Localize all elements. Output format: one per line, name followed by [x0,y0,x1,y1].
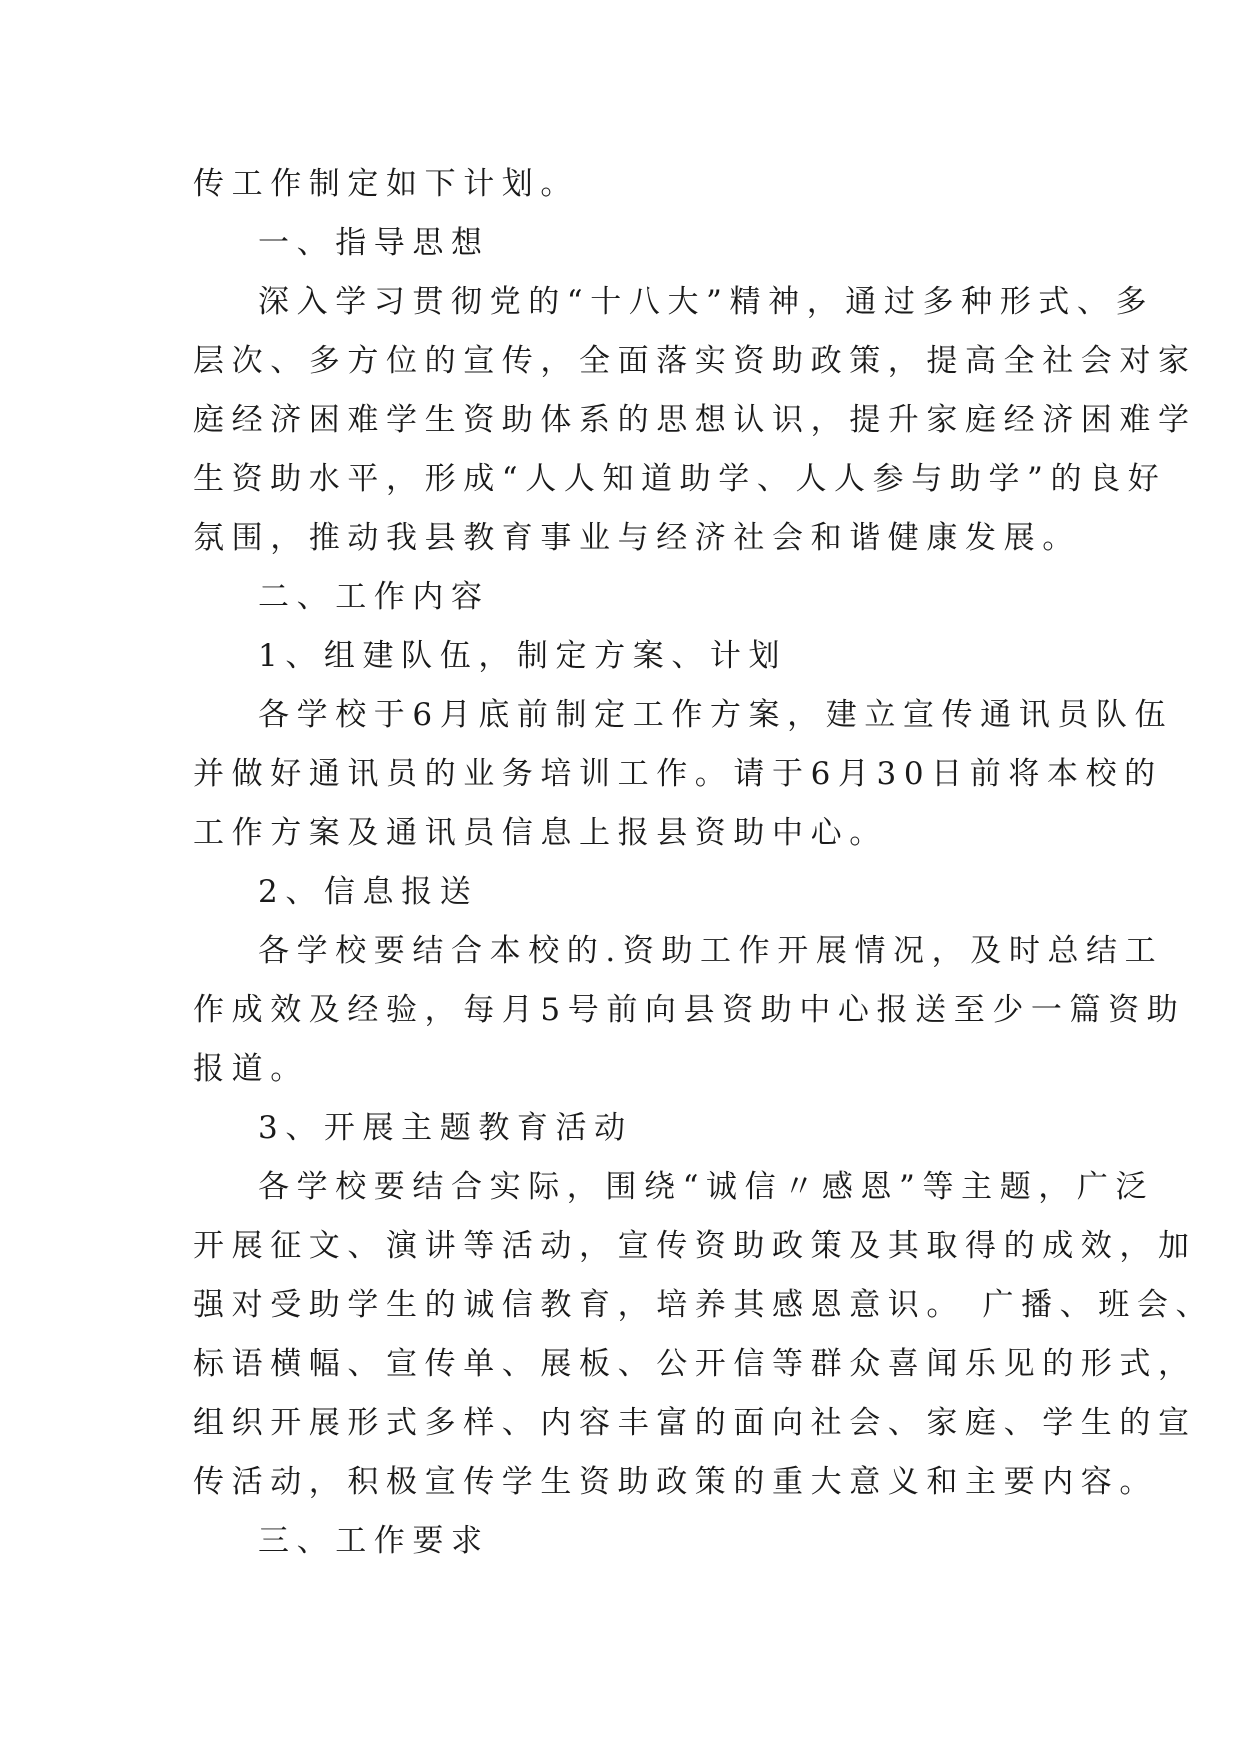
text-line-18: 各学校要结合实际，围绕“诚信〃感恩”等主题，广泛 [258,1169,1155,1205]
text-line-6: 生资助水平，形成“人人知道助学、人人参与助学”的良好 [193,461,1167,497]
text-line-10: 各学校于6月底前制定工作方案，建立宣传通讯员队伍 [258,697,1174,733]
section-heading-work-content: 二、工作内容 [258,579,490,615]
text-line-15: 作成效及经验，每月5号前向县资助中心报送至少一篇资助 [193,992,1186,1028]
text-line-11: 并做好通讯员的业务培训工作。请于6月30日前将本校的 [193,756,1163,792]
text-line-14: 各学校要结合本校的.资助工作开展情况，及时总结工 [258,933,1164,969]
subheading-1: 1、组建队伍，制定方案、计划 [258,638,788,674]
text-line-22: 组织开展形式多样、内容丰富的面向社会、家庭、学生的宣 [193,1405,1197,1441]
section-heading-guiding-ideology: 一、指导思想 [258,225,490,261]
text-line-1: 传工作制定如下计划。 [193,166,579,202]
text-line-12: 工作方案及通讯员信息上报县资助中心。 [193,815,888,851]
text-line-19: 开展征文、演讲等活动，宣传资助政策及其取得的成效，加 [193,1228,1197,1264]
text-line-16: 报道。 [193,1051,309,1087]
text-line-23: 传活动，积极宣传学生资助政策的重大意义和主要内容。 [193,1464,1158,1500]
text-line-7: 氛围，推动我县教育事业与经济社会和谐健康发展。 [193,520,1081,556]
text-line-4: 层次、多方位的宣传，全面落实资助政策，提高全社会对家 [193,343,1197,379]
subheading-3: 3、开展主题教育活动 [258,1110,633,1146]
text-line-21: 标语横幅、宣传单、展板、公开信等群众喜闻乐见的形式， [193,1346,1197,1382]
text-line-5: 庭经济困难学生资助体系的思想认识，提升家庭经济困难学 [193,402,1197,438]
section-heading-work-requirements: 三、工作要求 [258,1523,490,1559]
text-line-20: 强对受助学生的诚信教育，培养其感恩意识。 广播、班会、 [193,1287,1215,1323]
text-line-3: 深入学习贯彻党的“十八大”精神，通过多种形式、多 [258,284,1155,320]
subheading-2: 2、信息报送 [258,874,479,910]
